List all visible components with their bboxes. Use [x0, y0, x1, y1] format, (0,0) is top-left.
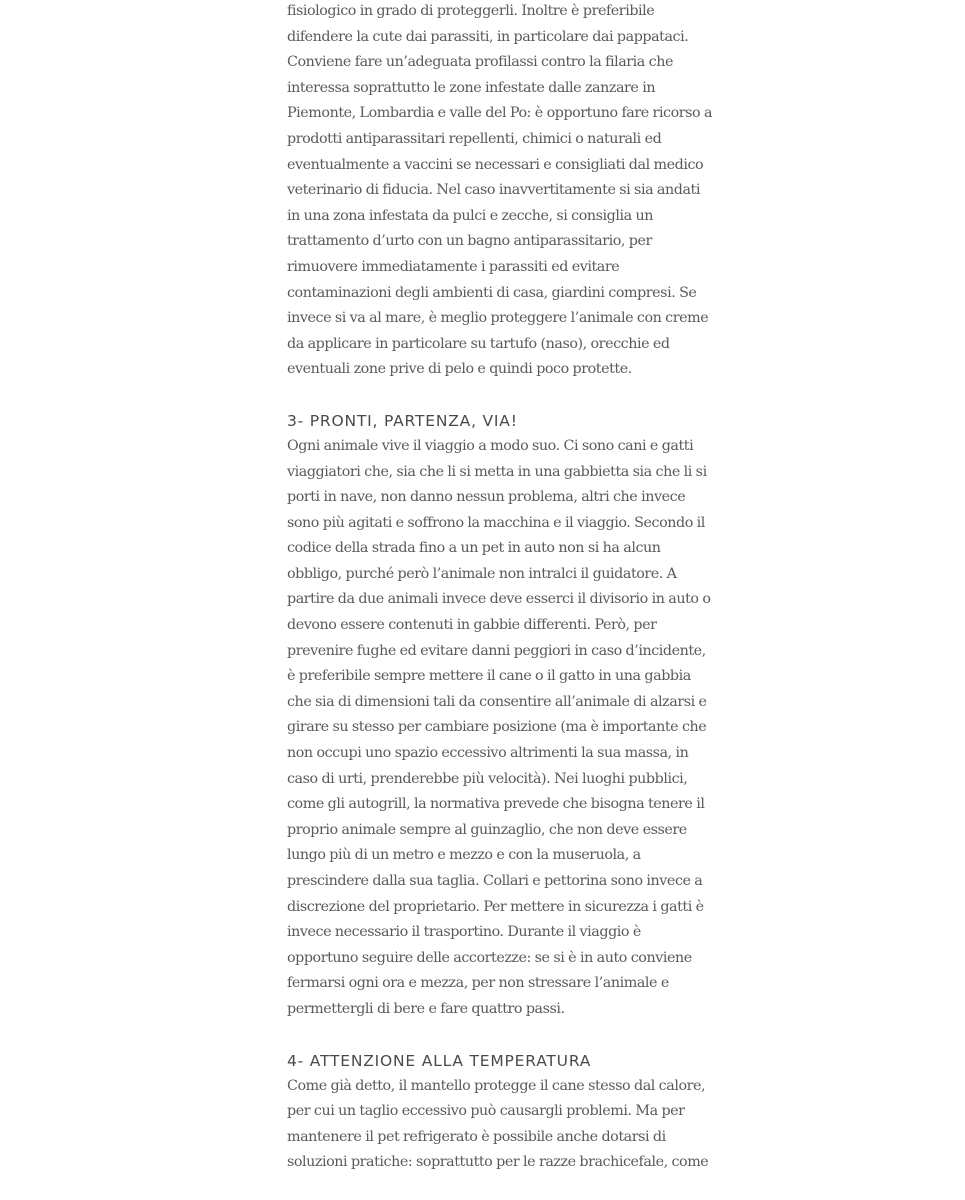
text-line: interessa soprattutto le zone infestate dalle zanzare in: [287, 79, 656, 96]
section-3: [287, 408, 711, 1023]
text-line: prescindere dalla sua taglia. Collari e pettorina sono invece a: [287, 873, 703, 889]
text-line: Come già detto, il mantello protegge il cane stesso dal calore,: [287, 1077, 706, 1094]
text-line: mantenere il pet refrigerato è possibile anche dotarsi di: [287, 1128, 666, 1145]
text-line: fisiologico in grado di proteggerli. Inoltre è preferibile: [287, 3, 655, 19]
text-line: girare su stesso per cambiare posizione (ma è importante che: [287, 719, 707, 736]
text-line: devono essere contenuti in gabbie differenti. Però, per: [287, 617, 657, 634]
text-line: obbligo, purché però l’animale non intralci il guidatore. A: [287, 565, 677, 582]
text-line: discrezione del proprietario. Per mettere in sicurezza i gatti è: [287, 898, 704, 915]
text-line: trattamento d’urto con un bagno antiparassitario, per: [287, 233, 652, 250]
text-line: eventuali zone prive di pelo e quindi poco protette.: [287, 361, 632, 378]
text-line: partire da due animali invece deve esserci il divisorio in auto o: [287, 591, 711, 608]
text-line: è preferibile sempre mettere il cane o il gatto in una gabbia: [287, 668, 691, 685]
text-line: prodotti antiparassitari repellenti, chimici o naturali ed: [287, 130, 662, 147]
text-line: viaggiatori che, sia che li si metta in una gabbietta sia che li si: [287, 463, 707, 480]
text-line: soluzioni pratiche: soprattutto per le razze brachicefale, come: [287, 1154, 709, 1171]
text-line: proprio animale sempre al guinzaglio, che non deve essere: [287, 821, 687, 838]
text-line: contaminazioni degli ambienti di casa, giardini compresi. Se: [287, 284, 697, 301]
section-4-paragraph: [287, 1074, 709, 1176]
text-line: Ogni animale vive il viaggio a modo suo. Ci sono cani e gatti: [287, 437, 694, 454]
text-line: caso di urti, prenderebbe più velocità). Nei luoghi pubblici,: [287, 770, 688, 787]
text-line: Conviene fare un’adeguata profilassi contro la filaria che: [287, 54, 673, 71]
text-line: difendere la cute dai parassiti, in particolare dai pappataci.: [287, 28, 689, 45]
text-line: opportuno seguire delle accortezze: se si è in auto conviene: [287, 949, 692, 966]
section-4: [287, 1048, 709, 1176]
text-line: lungo più di un metro e mezzo e con la museruola, a: [287, 847, 641, 864]
text-line: sono più agitati e soffrono la macchina e il viaggio. Secondo il: [287, 514, 705, 531]
text-line: codice della strada fino a un pet in auto non si ha alcun: [287, 540, 661, 557]
text-line: come gli autogrill, la normativa prevede che bisogna tenere il: [287, 796, 705, 813]
text-line: invece necessario il trasportino. Durante il viaggio è: [287, 924, 641, 941]
text-line: Piemonte, Lombardia e valle del Po: è opportuno fare ricorso a: [287, 105, 713, 122]
text-line: in una zona infestata da pulci e zecche, si consiglia un: [287, 207, 653, 224]
text-line: prevenire fughe ed evitare danni peggiori in caso d’incidente,: [287, 642, 706, 659]
section-4-heading: 4- ATTENZIONE ALLA TEMPERATURA: [287, 1051, 592, 1070]
text-line: fermarsi ogni ora e mezza, per non stressare l’animale e: [287, 975, 669, 992]
text-line: che sia di dimensioni tali da consentire all’animale di alzarsi e: [287, 693, 707, 710]
text-line: eventualmente a vaccini se necessari e consigliati dal medico: [287, 156, 704, 173]
text-line: per cui un taglio eccessivo può causargli problemi. Ma per: [287, 1103, 685, 1120]
text-line: veterinario di fiducia. Nel caso inavvertitamente si sia andati: [287, 182, 700, 199]
text-line: rimuovere immediatamente i parassiti ed evitare: [287, 258, 620, 275]
article-body: [287, 0, 713, 1176]
text-line: permettergli di bere e fare quattro passi.: [287, 1000, 565, 1017]
section-3-paragraph: [287, 434, 711, 1023]
text-line: non occupi uno spazio eccessivo altrimenti la sua massa, in: [287, 745, 689, 762]
text-line: da applicare in particolare su tartufo (naso), orecchie ed: [287, 335, 670, 352]
text-line: porti in nave, non danno nessun problema, altri che invece: [287, 489, 686, 506]
text-line: invece si va al mare, è meglio proteggere l’animale con creme: [287, 310, 709, 327]
section-3-heading: 3- PRONTI, PARTENZA, VIA!: [287, 411, 518, 430]
intro-paragraph: [287, 0, 713, 383]
